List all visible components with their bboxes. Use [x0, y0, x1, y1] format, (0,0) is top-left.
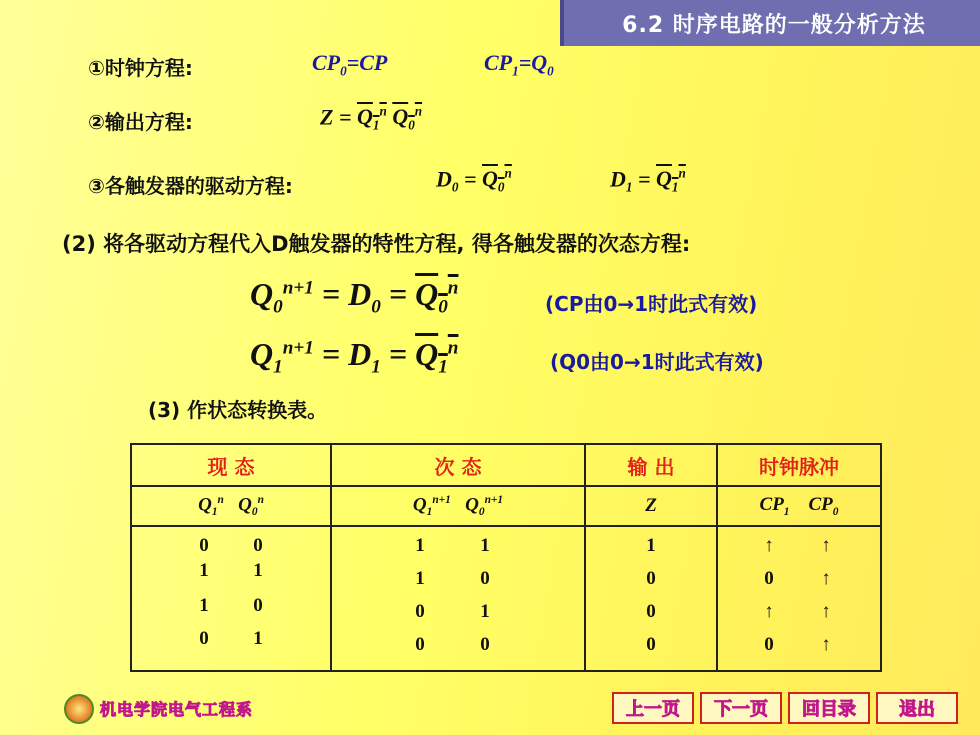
subheader-current: $Q_1^n$ $Q_0^n$ [131, 486, 331, 526]
college-name: 机电学院电气工程系 [100, 700, 254, 719]
table-row: 1 0 [199, 595, 263, 616]
subheader-next: $Q_1^{n+1}$ $Q_0^{n+1}$ [331, 486, 585, 526]
table-row: 0 0 [199, 535, 263, 556]
output-eq-expr: $Z = Q_1^n$ $Q_0^n$ [320, 104, 423, 133]
subheader-z: Z [585, 486, 717, 526]
contents-button[interactable]: 回目录 [788, 692, 870, 724]
header-current-state: 现 态 [131, 444, 331, 486]
table-row: 0 [646, 568, 656, 589]
prev-page-button[interactable]: 上一页 [612, 692, 694, 724]
table-row: 0 0 [415, 634, 490, 655]
next-state-q0-expr: $Q_0^{n+1} = D_0 = Q_0^n$ [250, 276, 459, 318]
next-state-q1-expr: $Q_1^{n+1} = D_1 = Q_1^n$ [250, 336, 459, 378]
current-state-values [131, 526, 331, 671]
slide-title: 6.2 时序电路的一般分析方法 [560, 0, 980, 46]
table-values-row [131, 526, 881, 671]
table-row: 0 [646, 601, 656, 622]
header-next-state: 次 态 [331, 444, 585, 486]
table-row: 0 ↑ [764, 568, 831, 589]
subheader-clock: $CP_1$ $CP_0$ [717, 486, 881, 526]
drive-eq-d0: $D_0 = Q_0^n$ [436, 166, 512, 195]
step3-text: (3) 作状态转换表。 [148, 398, 328, 422]
clock-eq-cp1: $CP_1=Q_0$ [484, 50, 554, 79]
exit-button[interactable]: 退出 [876, 692, 958, 724]
table-subheader-row [131, 486, 881, 526]
clock-pulse-values [717, 526, 881, 671]
next-state-q1-note: (Q0由0→1时此式有效) [550, 350, 764, 374]
next-state-values [331, 526, 585, 671]
table-row: ↑ ↑ [764, 601, 831, 622]
table-row: 0 1 [415, 601, 490, 622]
next-state-q0-note: (CP由0→1时此式有效) [545, 292, 758, 316]
drive-eq-label: ③各触发器的驱动方程: [88, 174, 293, 198]
table-row: 0 [646, 634, 656, 655]
college-logo-icon [64, 694, 94, 724]
table-row: 1 1 [415, 535, 490, 556]
table-row: 0 1 [199, 628, 263, 649]
output-eq-label: ②输出方程: [88, 110, 193, 134]
header-output: 输 出 [585, 444, 717, 486]
table-row: 0 ↑ [764, 634, 831, 655]
table-row: ↑ ↑ [764, 535, 831, 556]
clock-eq-cp0: $CP_0=CP$ [312, 50, 388, 79]
table-row: 1 0 [415, 568, 490, 589]
header-clock-pulse: 时钟脉冲 [717, 444, 881, 486]
step2-text: (2) 将各驱动方程代入D触发器的特性方程, 得各触发器的次态方程: [62, 232, 691, 256]
table-row: 1 1 [199, 560, 263, 581]
table-header-row [131, 444, 881, 486]
clock-eq-label: ①时钟方程: [88, 56, 193, 80]
state-transition-table [130, 443, 882, 672]
output-values [585, 526, 717, 671]
drive-eq-d1: $D_1 = Q_1^n$ [610, 166, 686, 195]
table-row: 1 [646, 535, 656, 556]
next-page-button[interactable]: 下一页 [700, 692, 782, 724]
